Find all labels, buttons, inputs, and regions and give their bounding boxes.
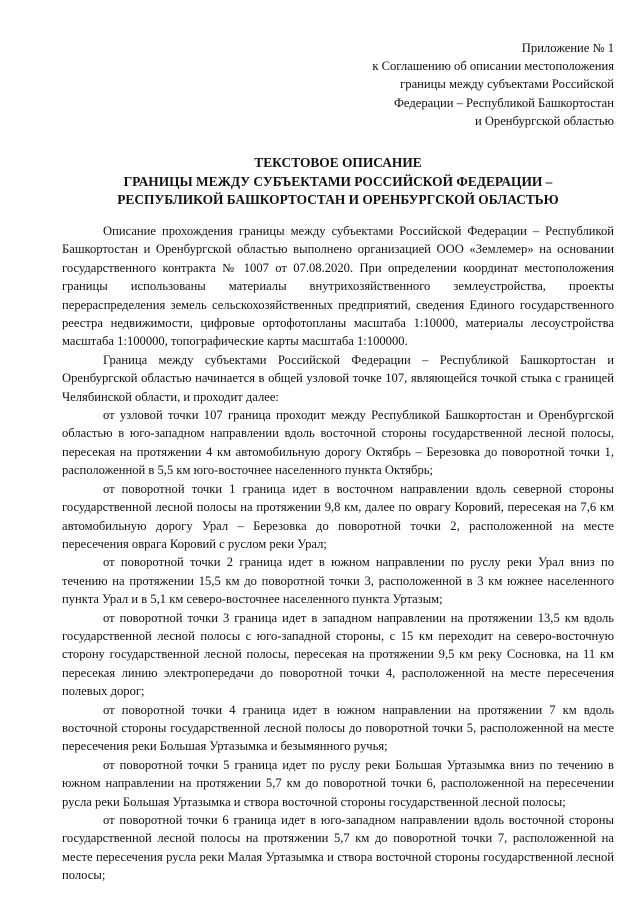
paragraph-start: Граница между субъектами Российской Федерации – Республикой Башкортостан и Оренбургской областью начинается в общей узловой точке 107, являющейся точкой стыка с границей Челябинской области, и проходит далее: [62, 352, 614, 404]
paragraph-point-4: от поворотной точки 4 граница идет в южном направлении на протяжении 7 км вдоль восточной стороны государственной лесной полосы до поворотной точки 5, расположенной на месте пересечения реки Большая Уртазымка и безымянного ручья; [62, 702, 614, 754]
appendix-line-3: границы между субъектами Российской [400, 77, 614, 92]
appendix-line-1: Приложение № 1 [521, 41, 614, 55]
appendix-header [314, 39, 614, 130]
paragraph-point-5: от поворотной точки 5 граница идет по руслу реки Большая Уртазымка вниз по течению в южном направлении на протяжении 5,7 км до поворотной точки 6, расположенной на пересечении русла реки Большая Уртазымка и створа восточной стороны государственной лесной полосы; [62, 757, 614, 809]
document-title [62, 154, 614, 210]
paragraph-point-3: от поворотной точки 3 граница идет в западном направлении на протяжении 13,5 км вдоль государственной лесной полосы с юго-западной стороны, с 15 км переходит на северо-восточную сторону государственной лесной полосы, пересекая на протяжении 9,5 км реку Сосновка, на 11 км пересекая линию электропередачи до поворотной точки 4, расположенной на месте пересечения полевых дорог; [62, 610, 614, 699]
appendix-line-4: Федерации – Республикой Башкортостан [393, 95, 614, 110]
paragraph-point-1: от поворотной точки 1 граница идет в восточном направлении вдоль северной стороны государственной лесной полосы на протяжении 9,8 км, далее по оврагу Коровий, пересекая на 7,6 км автомобильную дорогу Урал – Березовка до поворотной точки 2, расположенной на месте пересечения оврага Коровий с руслом реки Урал; [62, 481, 614, 551]
paragraph-point-6: от поворотной точки 6 граница идет в юго-западном направлении вдоль восточной стороны государственной лесной полосы на протяжении 5,7 км до поворотной точки 7, расположенной на месте пересечения русла реки Малая Уртазымка и створа восточной стороны государственной лесной полосы; [62, 813, 614, 883]
title-line-1: ТЕКСТОВОЕ ОПИСАНИЕ [254, 155, 422, 170]
document-body [62, 222, 614, 885]
paragraph-intro: Описание прохождения границы между субъектами Российской Федерации – Республикой Башкортостан и Оренбургской областью выполнено организацией ООО «Землемер» на основании государственного контракта № 1007 от 07.08.2020. При определении координат местоположения границы использованы материалы внутрихозяйственного землеустройства, проекты перераспределения земель сельскохозяйственных предприятий, сведения Единого государственного реестра недвижимости, цифровые ортофотопланы масштаба 1:10000, материалы лесоустройства масштаба 1:100000, топографические карты масштаба 1:100000. [62, 224, 614, 349]
title-line-2: ГРАНИЦЫ МЕЖДУ СУБЪЕКТАМИ РОССИЙСКОЙ ФЕДЕРАЦИИ – [123, 173, 553, 189]
appendix-line-2: к Соглашению об описании местоположения [372, 59, 614, 74]
paragraph-point-107: от узловой точки 107 граница проходит между Республикой Башкортостан и Оренбургской областью в юго-западном направлении вдоль восточной стороны государственной лесной полосы, пересекая на протяжении 4 км автомобильную дорогу Октябрь – Березовка до поворотной точки 1, расположенной в 5,5 км юго-восточнее населенного пункта Октябрь; [62, 408, 614, 478]
appendix-line-5: и Оренбургской областью [474, 113, 614, 128]
paragraph-point-2: от поворотной точки 2 граница идет в южном направлении по руслу реки Урал вниз по течению на протяжении 15,5 км до поворотной точки 3, расположенной в 3 км южнее населенного пункта Урал и в 5,1 км северо-восточнее населенного пункта Уртазым; [62, 555, 614, 607]
title-line-3: РЕСПУБЛИКОЙ БАШКОРТОСТАН И ОРЕНБУРГСКОЙ ОБЛАСТЬЮ [117, 192, 559, 207]
